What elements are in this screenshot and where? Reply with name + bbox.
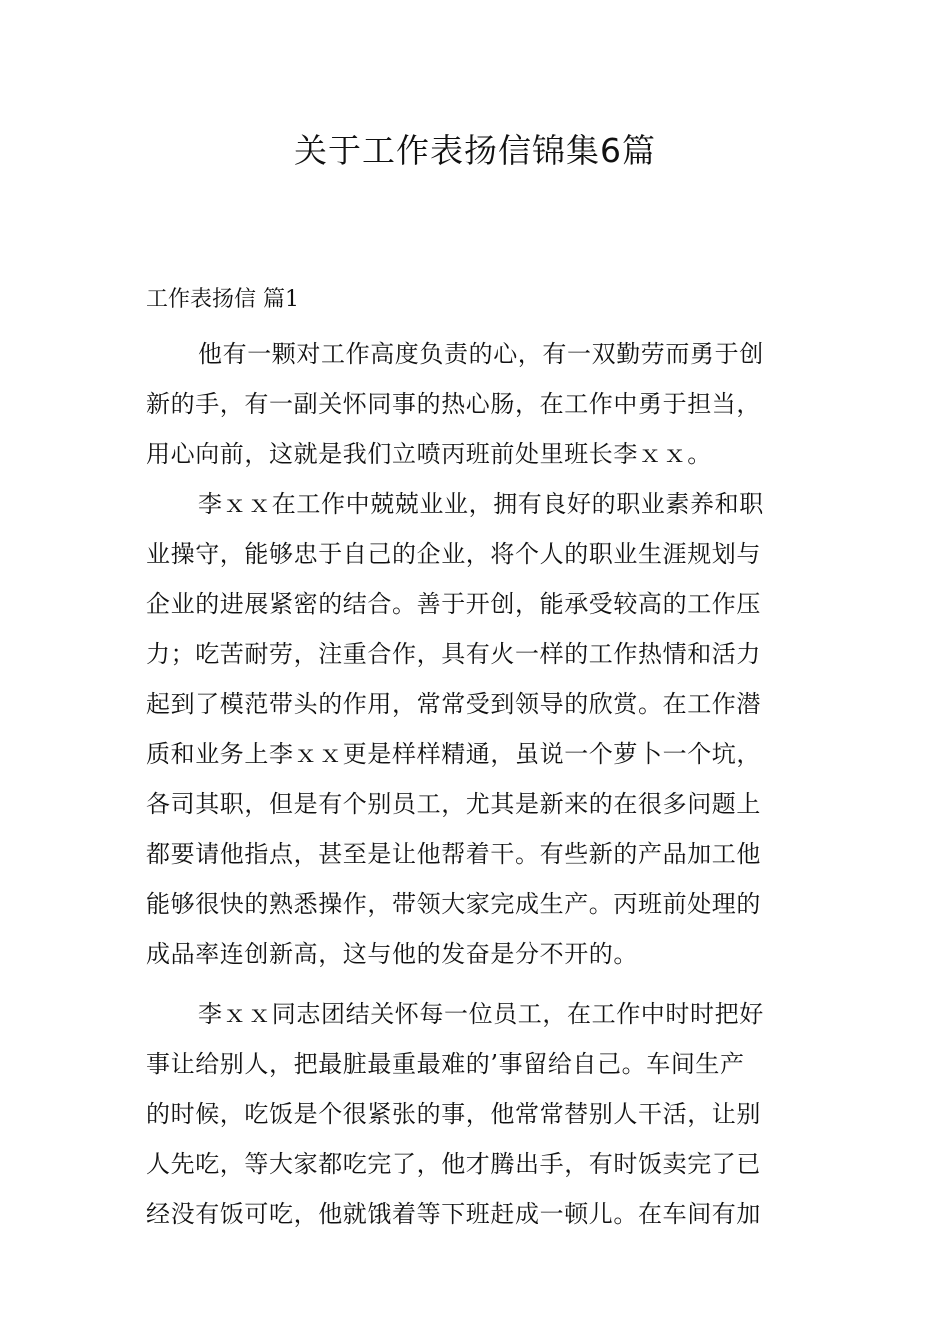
paragraph-2-line-1: 李ｘｘ在工作中兢兢业业，拥有良好的职业素养和职	[198, 490, 764, 518]
document-title: 关于工作表扬信锦集6篇	[294, 131, 656, 170]
section-heading: 工作表扬信 篇1	[146, 287, 299, 312]
paragraph-1-line-2: 新的手，有一副关怀同事的热心肠，在工作中勇于担当，	[146, 390, 761, 418]
paragraph-3-line-1: 李ｘｘ同志团结关怀每一位员工，在工作中时时把好	[198, 1000, 764, 1028]
paragraph-2-line-3: 企业的进展紧密的结合。善于开创，能承受较高的工作压	[146, 590, 761, 618]
paragraph-1-line-3: 用心向前，这就是我们立喷丙班前处里班长李ｘｘ。	[146, 440, 712, 468]
paragraph-3-line-5: 经没有饭可吃，他就饿着等下班赶成一顿儿。在车间有加	[146, 1200, 761, 1228]
paragraph-2-line-7: 各司其职，但是有个别员工，尤其是新来的在很多问题上	[146, 790, 761, 818]
paragraph-3-line-4: 人先吃，等大家都吃完了，他才腾出手，有时饭卖完了已	[146, 1150, 761, 1178]
paragraph-3-line-3: 的时候，吃饭是个很紧张的事，他常常替别人干活，让别	[146, 1100, 761, 1128]
paragraph-2-line-6: 质和业务上李ｘｘ更是样样精通，虽说一个萝卜一个坑，	[146, 740, 761, 768]
paragraph-2-line-8: 都要请他指点，甚至是让他帮着干。有些新的产品加工他	[146, 840, 761, 868]
paragraph-2-line-9: 能够很快的熟悉操作，带领大家完成生产。丙班前处理的	[146, 890, 761, 918]
paragraph-3-line-2: 事让给别人，把最脏最重最难的’事留给自己。车间生产	[146, 1050, 745, 1078]
paragraph-2-line-10: 成品率连创新高，这与他的发奋是分不开的。	[146, 940, 638, 968]
document-body	[146, 332, 806, 1242]
paragraph-2-line-2: 业操守，能够忠于自己的企业，将个人的职业生涯规划与	[146, 540, 761, 568]
paragraph-2-line-5: 起到了模范带头的作用，常常受到领导的欣赏。在工作潜	[146, 690, 761, 718]
paragraph-1-line-1: 他有一颗对工作高度负责的心，有一双勤劳而勇于创	[198, 340, 764, 368]
paragraph-2-line-4: 力；吃苦耐劳，注重合作，具有火一样的工作热情和活力	[146, 640, 761, 668]
